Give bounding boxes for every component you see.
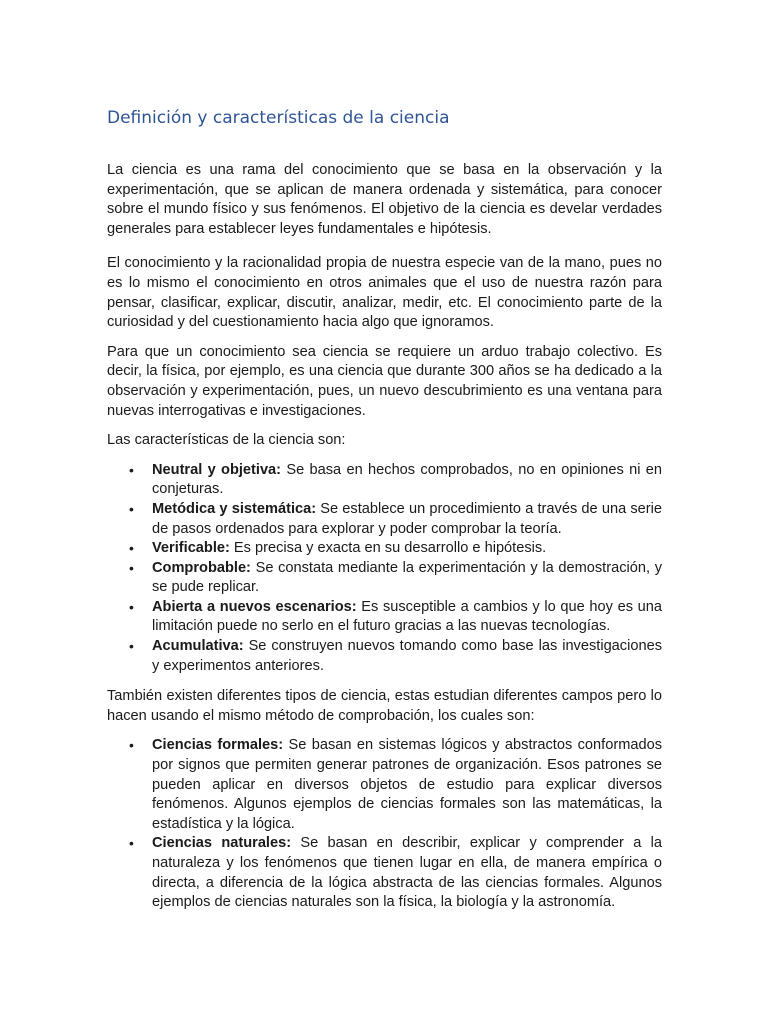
- list-item-term: Acumulativa:: [152, 638, 244, 655]
- bullet-icon: •: [129, 835, 134, 852]
- list-item-text: Se construyen nuevos tomando como base las investigaciones y experimentos anteriores.: [152, 638, 662, 674]
- bullet-icon: •: [129, 737, 134, 754]
- types-intro: También existen diferentes tipos de ciencia, estas estudian diferentes campos pero lo hacen usando el mismo método de comprobación, los cuales son:: [107, 688, 662, 724]
- list-item: [129, 736, 662, 834]
- list-item: [129, 461, 663, 500]
- bullet-icon: •: [129, 500, 134, 517]
- bullet-icon: •: [129, 559, 134, 576]
- list-item-term: Comprobable:: [152, 559, 251, 576]
- list-item: [129, 539, 662, 559]
- bullet-icon: •: [129, 598, 134, 615]
- list-item: [129, 598, 662, 637]
- types-list: [107, 736, 662, 912]
- paragraph: El conocimiento y la racionalidad propia de nuestra especie van de la mano, pues no es lo mismo el conocimiento en otros animales que el uso de nuestra razón para pensar, clasificar, explicar, discutir, analizar, medir, etc. El conocimiento parte de la curiosidad y del cuestionamiento hacia algo que ignoramos.: [107, 255, 662, 331]
- list-item: [129, 637, 662, 676]
- list-item: [129, 500, 662, 539]
- list-item-term: Verificable:: [152, 540, 230, 557]
- list-item-text: Se basan en describir, explicar y comprender a la naturaleza y los fenómenos que tienen lugar en ella, de manera empírica o directa, a diferencia de la lógica abstracta de las ciencias formales. Algunos ejemplos de ciencias naturales son la física, la biología y la astronomía.: [152, 835, 662, 911]
- paragraph: Para que un conocimiento sea ciencia se requiere un arduo trabajo colectivo. Es decir, la física, por ejemplo, es una ciencia que durante 300 años se ha dedicado a la observación y experimentación, pues, un nuevo descubrimiento es una ventana para nuevas interrogativas e investigaciones.: [107, 343, 662, 419]
- document-body: [107, 161, 662, 924]
- paragraph: La ciencia es una rama del conocimiento que se basa en la observación y la experimentación, que se aplican de manera ordenada y sistemática, para conocer sobre el mundo físico y sus fenómenos. El objetivo de la ciencia es develar verdades generales para establecer leyes fundamentales e hipótesis.: [107, 162, 662, 237]
- list-item-text: Se basa en hechos comprobados, no en opiniones ni en conjeturas.: [152, 461, 663, 498]
- list-item-text: Es susceptible a cambios y lo que hoy es una limitación puede no serlo en el futuro gracias a las nuevas tecnologías.: [152, 598, 662, 635]
- list-item-text: Se establece un procedimiento a través de una serie de pasos ordenados para explorar y poder comprobar la teoría.: [152, 500, 662, 537]
- page-title: Definición y características de la ciencia: [107, 108, 450, 128]
- list-item-term: Ciencias naturales:: [152, 835, 292, 852]
- characteristics-list: [107, 461, 662, 677]
- characteristics-intro: Las características de la ciencia son:: [107, 432, 346, 449]
- bullet-icon: •: [129, 461, 134, 478]
- list-item-text: Se basan en sistemas lógicos y abstractos conformados por signos que permiten generar patrones de organización. Esos patrones se pueden aplicar en diversos objetos de estudio para explicar diversos fenómenos. Algunos ejemplos de ciencias formales son las matemáticas, la estadística y la lógica.: [152, 737, 662, 832]
- list-item-term: Ciencias formales:: [152, 737, 284, 754]
- list-item-term: Metódica y sistemática:: [152, 500, 317, 517]
- list-item-text: Es precisa y exacta en su desarrollo e hipótesis.: [229, 540, 547, 557]
- bullet-icon: •: [129, 638, 134, 655]
- bullet-icon: •: [129, 540, 134, 557]
- list-item-term: Neutral y objetiva:: [152, 461, 282, 478]
- list-item: [129, 559, 662, 598]
- list-item-text: Se constata mediante la experimentación y la demostración, y se pude replicar.: [152, 559, 662, 596]
- list-item-term: Abierta a nuevos escenarios:: [152, 598, 357, 615]
- list-item: [129, 834, 662, 912]
